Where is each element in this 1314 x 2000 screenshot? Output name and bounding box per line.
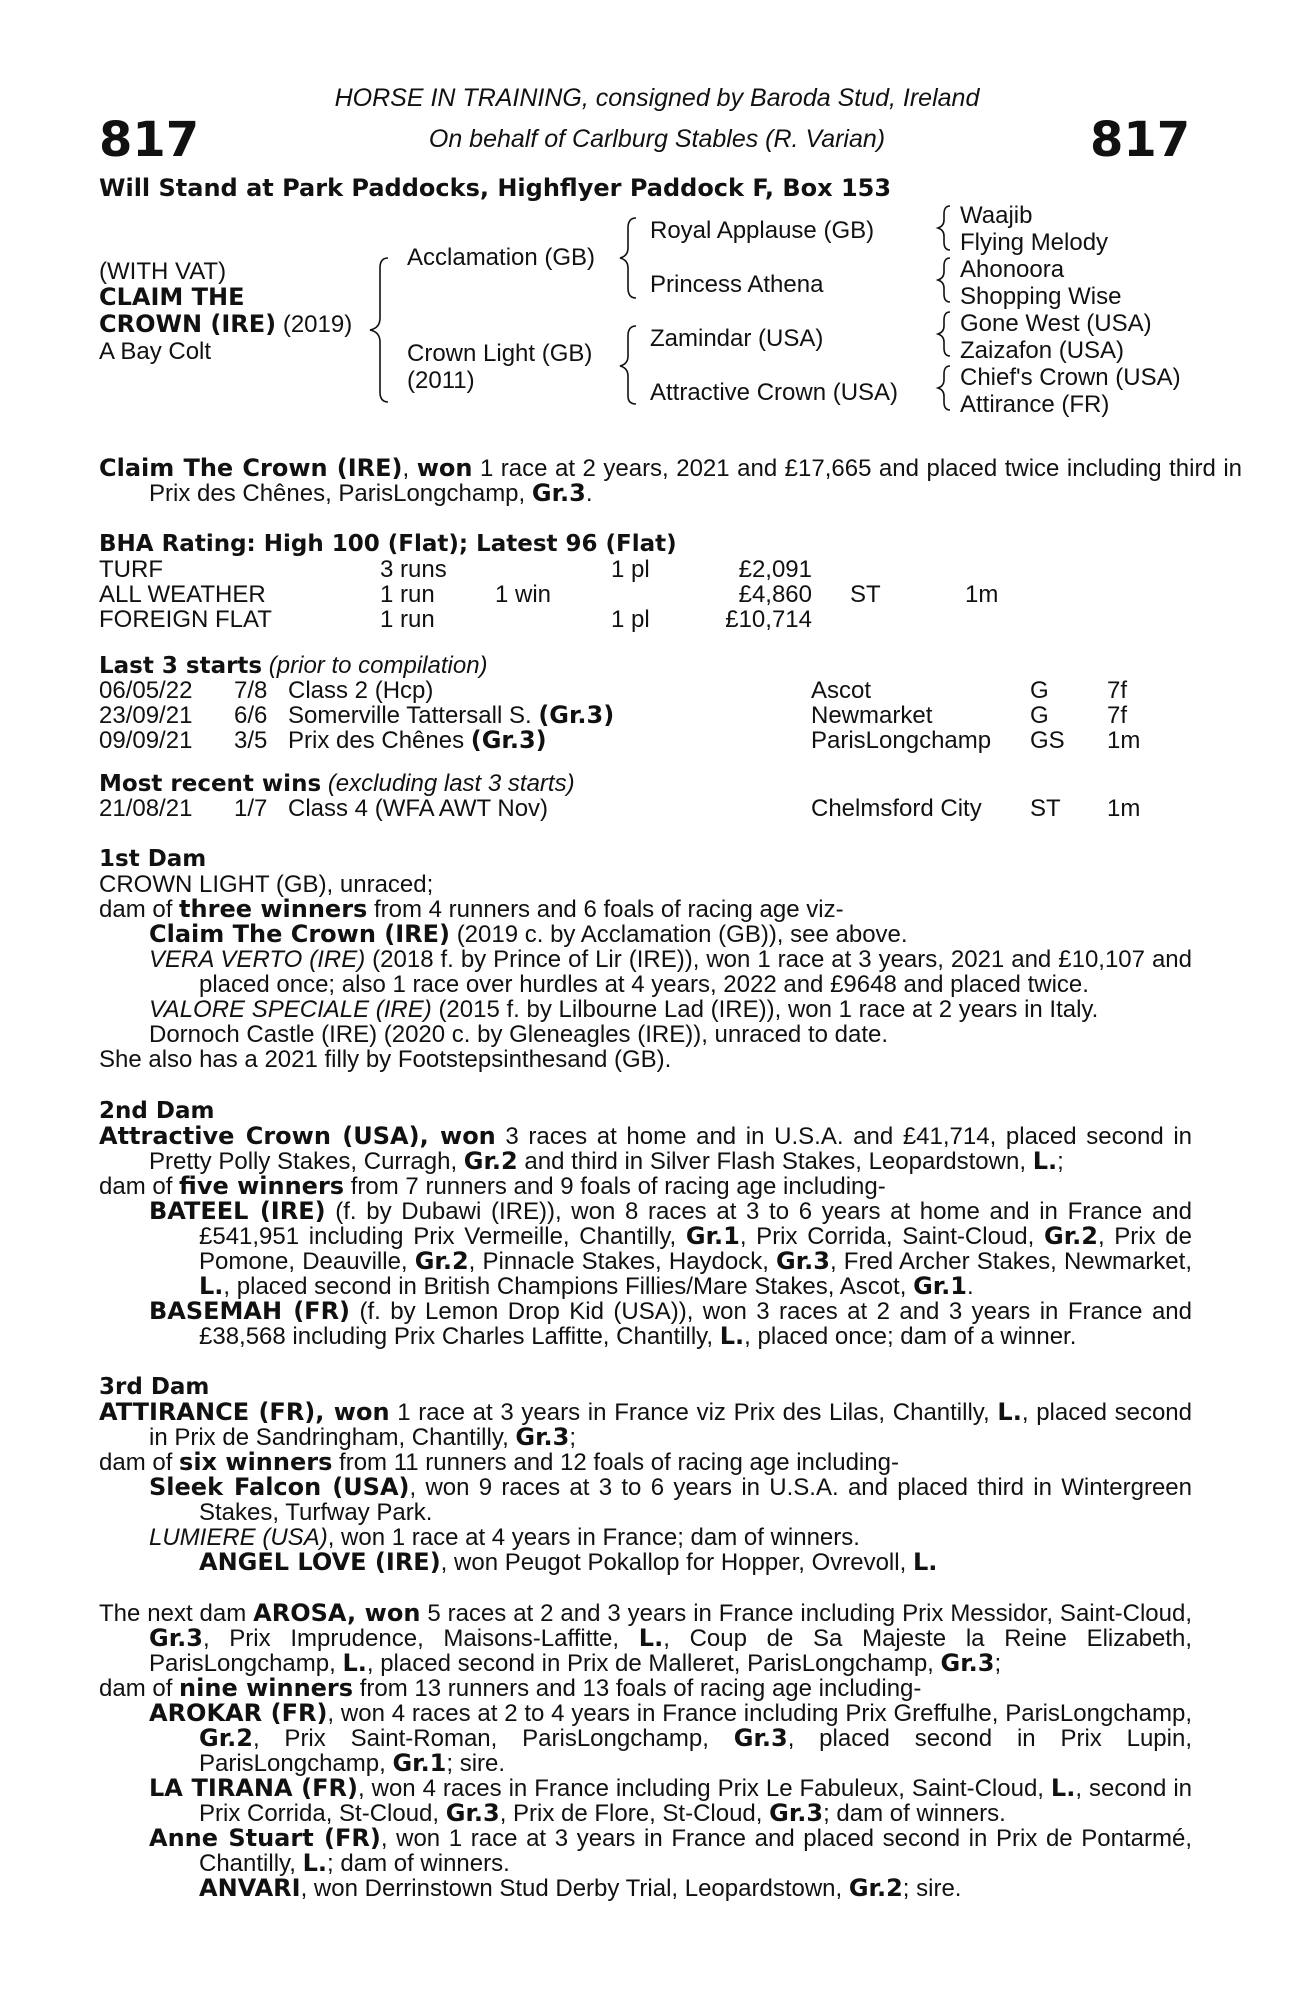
dam1-line: CROWN LIGHT (GB), unraced;	[99, 871, 434, 898]
grade: Gr.2	[199, 1724, 253, 1752]
text: , placed second in Prix de Malleret, ParisLongchamp,	[366, 1650, 934, 1677]
text: , placed second in Prix Lupin, ParisLongchamp,	[199, 1725, 1192, 1777]
text: , Prix Imprudence, Maisons-Laffitte,	[202, 1625, 620, 1652]
grade: L.	[199, 1272, 224, 1300]
offspring-name: BATEEL (IRE)	[149, 1197, 326, 1225]
lot-number-right: 817	[1090, 112, 1191, 168]
start-distance: 1m	[1107, 727, 1141, 754]
brace-g1	[938, 206, 950, 250]
text: , won Derrinstown Stud Derby Trial, Leopardstown,	[300, 1875, 843, 1902]
gg-7: Chief's Crown (USA)	[960, 364, 1181, 391]
text: 5 races at 2 and 3 years in France including Prix Messidor, Saint-Cloud,	[427, 1600, 1193, 1627]
rating-surface: FOREIGN FLAT	[99, 606, 272, 633]
horse-sex: A Bay Colt	[99, 338, 212, 365]
race-summary: Claim The Crown (IRE), won 1 race at 2 years, 2021 and £17,665 and placed twice including third in Prix des Chênes, ParisLongchamp, Gr.3.	[99, 454, 1242, 507]
vat-label: (WITH VAT)	[99, 258, 227, 285]
gg-8: Attirance (FR)	[960, 391, 1110, 418]
rating-runs: 3 runs	[380, 556, 447, 583]
text: , placed once; dam of a winner.	[744, 1323, 1077, 1350]
grade: Gr.3	[769, 1799, 824, 1827]
dam3-title: 3rd Dam	[99, 1374, 210, 1400]
recent-note: (excluding last 3 starts)	[327, 770, 575, 797]
text: , second in Prix Corrida, St-Cloud,	[199, 1775, 1193, 1827]
offspring-item	[99, 1475, 1192, 1525]
text: from 4 runners and 6 foals of racing age viz-	[374, 896, 844, 923]
start-position: 7/8	[234, 677, 268, 704]
winners-count: nine winners	[179, 1674, 354, 1702]
offspring-item	[99, 1776, 1192, 1826]
rating-runs: 1 run	[380, 581, 435, 608]
text: ; dam of winners.	[327, 1850, 510, 1877]
rating-prize: £2,091	[738, 556, 812, 583]
horse-name-line1: CLAIM THE	[99, 283, 245, 311]
stand-location: Will Stand at Park Paddocks, Highflyer Paddock F, Box 153	[99, 174, 892, 202]
offspring-name: ANGEL LOVE (IRE)	[199, 1548, 441, 1576]
grade: Gr.1	[913, 1272, 967, 1300]
offspring-name: LUMIERE (USA)	[149, 1524, 328, 1551]
offspring-details: (2018 f. by Prince of Lir (IRE)), won 1 race at 3 years, 2021 and £10,107 and placed once; also 1 race over hurdles at 4 years, 2022 and £9648 and placed twice.	[199, 946, 1193, 998]
dam2-title: 2nd Dam	[99, 1098, 215, 1124]
grade: L.	[912, 1548, 938, 1576]
dam-name: Attractive Crown (USA)	[99, 1122, 420, 1150]
sire: Acclamation (GB)	[407, 244, 596, 271]
recent-distance: 1m	[1107, 795, 1141, 822]
offspring-name: VERA VERTO (IRE)	[149, 946, 366, 973]
offspring-item	[99, 1701, 1192, 1776]
grade: Gr.3	[445, 1799, 500, 1827]
text: .	[967, 1273, 974, 1300]
offspring-name: Sleek Falcon (USA)	[149, 1473, 410, 1501]
brace-dam	[620, 326, 636, 404]
text: , won Peugot Pokallop for Hopper, Ovrevoll,	[440, 1549, 907, 1576]
sire-dam: Princess Athena	[650, 271, 824, 298]
consignor-line: HORSE IN TRAINING, consigned by Baroda Stud, Ireland	[334, 84, 980, 112]
dam1-produce-line	[99, 897, 1192, 922]
start-date: 23/09/21	[99, 702, 193, 729]
start-position: 3/5	[234, 727, 268, 754]
grade: L.	[638, 1624, 664, 1652]
text: , placed second in British Champions Fillies/Mare Stakes, Ascot,	[223, 1273, 907, 1300]
grade: L.	[1050, 1774, 1076, 1802]
gg-1: Waajib	[960, 202, 1033, 229]
winners-count: five winners	[179, 1172, 345, 1200]
dam-sire: Zamindar (USA)	[650, 325, 824, 352]
gg-2: Flying Melody	[960, 229, 1109, 256]
text: dam of	[99, 1173, 173, 1200]
grade: L.	[342, 1649, 367, 1677]
text: ; sire.	[446, 1750, 506, 1777]
offspring-details: (2015 f. by Lilbourne Lad (IRE)), won 1 race at 2 years in Italy.	[438, 996, 1099, 1023]
won: , won	[419, 1122, 496, 1150]
offspring-item	[99, 1826, 1192, 1876]
offspring-item	[99, 997, 1192, 1022]
start-distance: 7f	[1107, 677, 1128, 704]
rating-runs: 1 run	[380, 606, 435, 633]
dam1-section	[99, 872, 1192, 1072]
won: , won	[346, 1599, 421, 1627]
rating-prize: £10,714	[725, 606, 812, 633]
rating-placed: 1 pl	[611, 606, 650, 633]
winners-count: six winners	[179, 1448, 333, 1476]
brace-sire	[620, 218, 636, 298]
dam3-record	[99, 1400, 1192, 1450]
winners-count: three winners	[179, 895, 368, 923]
text: dam of	[99, 1675, 173, 1702]
start-race-name: Prix des Chênes	[288, 727, 465, 754]
text: (f. by Lemon Drop Kid (USA)), won 3 races at 2 and 3 years in France and £38,568 including Prix Charles Laffitte, Chantilly,	[199, 1298, 1193, 1350]
dam2-section	[99, 1124, 1192, 1349]
text: , won 4 races in France including Prix Le Fabuleux, Saint-Cloud,	[358, 1775, 1044, 1802]
start-race-grade: (Gr.3)	[470, 726, 547, 754]
start-distance: 7f	[1107, 702, 1128, 729]
start-position: 6/6	[234, 702, 268, 729]
start-going: G	[1030, 677, 1049, 704]
recent-heading	[99, 771, 575, 797]
gg-5: Gone West (USA)	[960, 310, 1152, 337]
offspring-name: BASEMAH (FR)	[149, 1297, 351, 1325]
offspring-name: Anne Stuart (FR)	[149, 1824, 381, 1852]
offspring-item	[99, 922, 1192, 947]
lot-number-left: 817	[99, 112, 200, 168]
grade: Gr.3	[149, 1624, 203, 1652]
grade: Gr.3	[940, 1649, 995, 1677]
text: ;	[1057, 1148, 1064, 1175]
brace-g3	[938, 312, 950, 356]
text: ; dam of winners.	[823, 1800, 1006, 1827]
gg-4: Shopping Wise	[960, 283, 1122, 310]
last3-note: (prior to compilation)	[268, 652, 488, 679]
grade: Gr.3	[515, 1423, 570, 1451]
grade: Gr.3	[776, 1247, 830, 1275]
start-course: Ascot	[811, 677, 872, 704]
sire-sire: Royal Applause (GB)	[650, 217, 875, 244]
text: ;	[569, 1424, 577, 1451]
rating-placed: 1 pl	[611, 556, 650, 583]
dam2-record	[99, 1124, 1192, 1174]
start-race-grade: (Gr.3)	[538, 701, 615, 729]
brace-g4	[938, 366, 950, 410]
dam-dam: Attractive Crown (USA)	[650, 379, 899, 406]
gg-6: Zaizafon (USA)	[960, 337, 1125, 364]
behalf-line: On behalf of Carlburg Stables (R. Varian)	[428, 125, 886, 153]
dam2-produce-line	[99, 1174, 1192, 1199]
offspring-item: Dornoch Castle (IRE) (2020 c. by Gleneagles (IRE)), unraced to date.	[149, 1021, 889, 1048]
won: , won	[315, 1398, 390, 1426]
text: (f. by Dubawi (IRE)), won 8 races at 3 to 6 years at home and in France and £541,951 including Prix Vermeille, Chantilly,	[199, 1198, 1192, 1250]
start-race-name: Somerville Tattersall S.	[288, 702, 532, 729]
dam-name: AROSA	[253, 1599, 347, 1627]
offspring-details: (2019 c. by Acclamation (GB)), see above.	[456, 921, 908, 948]
text: from 7 runners and 9 foals of racing age including-	[350, 1173, 886, 1200]
text: , Coup de Sa Majeste la Reine Elizabeth, ParisLongchamp,	[149, 1625, 1192, 1677]
grade: Gr.2	[848, 1874, 903, 1902]
text: from 13 runners and 13 foals of racing age including-	[359, 1675, 922, 1702]
next-dam-section	[99, 1601, 1192, 1901]
grade: Gr.3	[733, 1724, 788, 1752]
recent-position: 1/7	[234, 795, 268, 822]
text: 1 race at 3 years in France viz Prix des Lilas, Chantilly,	[397, 1399, 990, 1426]
start-race-name: Class 2 (Hcp)	[288, 677, 434, 704]
recent-course: Chelmsford City	[811, 795, 982, 822]
last3-heading	[99, 653, 488, 679]
brace-g2	[938, 258, 950, 302]
start-race	[288, 678, 433, 703]
text: , Pinnacle Stakes, Haydock,	[468, 1248, 769, 1275]
last3-title: Last 3 starts	[99, 653, 263, 679]
text: , Prix de Pomone, Deauville,	[199, 1223, 1192, 1275]
dam1-title: 1st Dam	[99, 846, 207, 872]
horse-name-line2: CROWN (IRE)	[99, 310, 277, 338]
dam: Crown Light (GB)	[407, 340, 593, 367]
rating-dist: 1m	[965, 581, 999, 608]
dam3-section	[99, 1400, 1192, 1575]
text: , won 4 races at 2 to 4 years in France including Prix Greffulhe, ParisLongchamp,	[327, 1700, 1192, 1727]
start-date: 06/05/22	[99, 677, 193, 704]
text: , Prix Saint-Roman, ParisLongchamp,	[252, 1725, 709, 1752]
grade: Gr.1	[392, 1749, 447, 1777]
grade: L.	[1032, 1147, 1058, 1175]
dam-year: (2011)	[407, 367, 475, 394]
dam-name: ATTIRANCE (FR)	[99, 1398, 316, 1426]
brace-main	[370, 258, 388, 402]
text: , won 1 race at 3 years in France and placed second in Prix de Pontarmé, Chantilly,	[199, 1825, 1192, 1877]
offspring-item	[99, 1199, 1192, 1299]
offspring-name: LA TIRANA (FR)	[149, 1774, 358, 1802]
text: , Fred Archer Stakes, Newmarket,	[829, 1248, 1192, 1275]
grade: Gr.2	[414, 1247, 469, 1275]
grade: Gr.2	[463, 1147, 518, 1175]
grade: Gr.1	[685, 1222, 740, 1250]
grand-offspring-item	[99, 1876, 1192, 1901]
grade: Gr.2	[1044, 1222, 1098, 1250]
recent-date: 21/08/21	[99, 795, 193, 822]
grade: L.	[997, 1398, 1022, 1426]
text: and third in Silver Flash Stakes, Leopardstown,	[524, 1148, 1027, 1175]
offspring-name: ANVARI	[199, 1874, 301, 1902]
text: from 11 runners and 12 foals of racing age including-	[339, 1449, 899, 1476]
start-course: ParisLongchamp	[811, 727, 992, 754]
rating-wins: 1 win	[495, 581, 552, 608]
gg-3: Ahonoora	[960, 256, 1065, 283]
text: , won 1 race at 4 years in France; dam of winners.	[327, 1524, 860, 1551]
recent-title: Most recent wins	[99, 771, 322, 797]
summary-end: .	[585, 480, 593, 507]
text: dam of	[99, 896, 173, 923]
next-dam-produce-line	[99, 1676, 1192, 1701]
text: , Prix Corrida, Saint-Cloud,	[739, 1223, 1035, 1250]
rating-going: ST	[850, 581, 881, 608]
summary-text: 1 race at 2 years, 2021 and £17,665 and placed twice including third in Prix des Chênes, ParisLongchamp,	[149, 455, 1242, 507]
text: ;	[994, 1650, 1002, 1677]
rating-surface: ALL WEATHER	[99, 581, 266, 608]
text: , Prix de Flore, St-Cloud,	[499, 1800, 763, 1827]
recent-going: ST	[1030, 795, 1061, 822]
summary-grade: Gr.3	[531, 479, 586, 507]
text: dam of	[99, 1449, 173, 1476]
recent-race: Class 4 (WFA AWT Nov)	[288, 795, 549, 822]
next-dam-record	[99, 1601, 1192, 1676]
grand-offspring-item	[99, 1550, 1192, 1575]
dam1-footer: She also has a 2021 filly by Footstepsinthesand (GB).	[99, 1046, 672, 1073]
start-race	[288, 703, 614, 728]
text: ; sire.	[902, 1875, 962, 1902]
text: , placed second in Prix de Sandringham, Chantilly,	[149, 1399, 1193, 1451]
text: 3 races at home and in U.S.A. and £41,714, placed second in Pretty Polly Stakes, Curragh,	[149, 1123, 1193, 1175]
start-course: Newmarket	[811, 702, 933, 729]
offspring-name: AROKAR (FR)	[149, 1699, 328, 1727]
bha-rating-title: BHA Rating: High 100 (Flat); Latest 96 (Flat)	[99, 531, 677, 557]
summary-name: Claim The Crown (IRE)	[99, 454, 403, 482]
offspring-name: VALORE SPECIALE (IRE)	[149, 996, 432, 1023]
start-going: G	[1030, 702, 1049, 729]
offspring-item	[99, 1525, 1192, 1550]
grade: L.	[302, 1849, 328, 1877]
grade: L.	[719, 1322, 745, 1350]
rating-surface: TURF	[99, 556, 163, 583]
rating-prize: £4,860	[738, 581, 812, 608]
start-going: GS	[1030, 727, 1065, 754]
start-race	[288, 728, 547, 753]
horse-year: (2019)	[282, 311, 353, 338]
dam3-produce-line	[99, 1450, 1192, 1475]
offspring-name: Claim The Crown (IRE)	[149, 920, 451, 948]
text: The next dam	[99, 1600, 247, 1627]
offspring-item	[99, 1299, 1192, 1349]
offspring-item	[99, 947, 1192, 997]
summary-won: won	[416, 454, 473, 482]
text: , won 9 races at 3 to 6 years in U.S.A. and placed third in Wintergreen Stakes, Turfway Park.	[199, 1474, 1192, 1526]
start-date: 09/09/21	[99, 727, 193, 754]
